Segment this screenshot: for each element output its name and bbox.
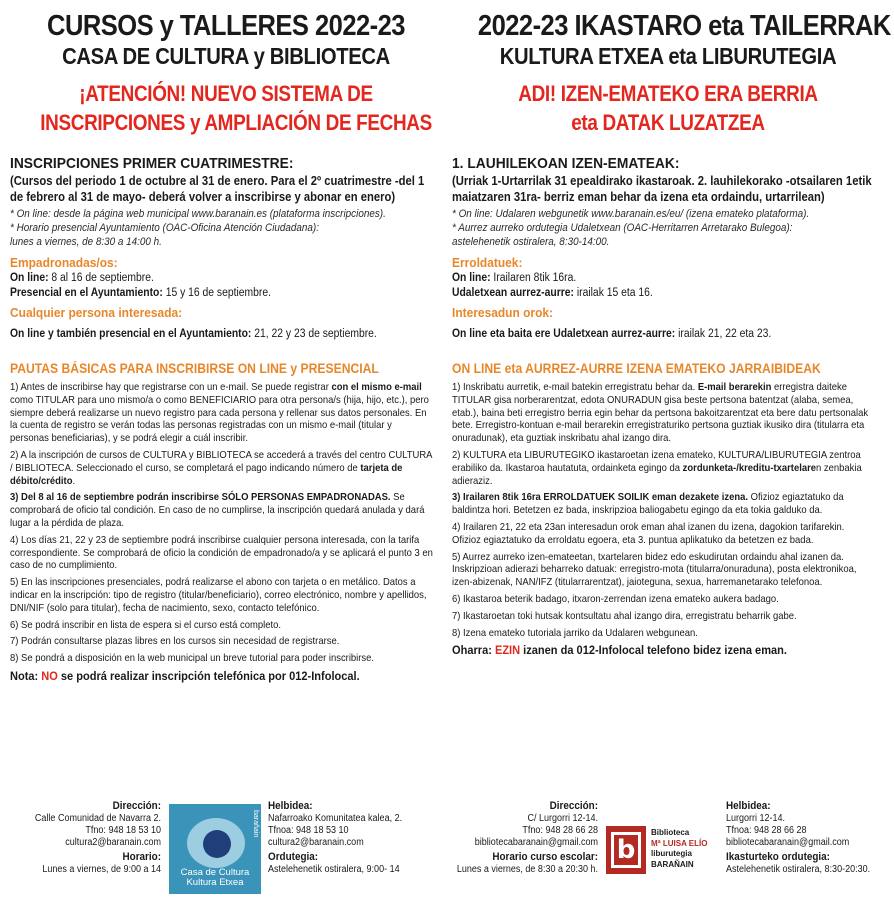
- title-ikastaro: 2022-23 IKASTARO eta TAILERRAK: [477, 10, 891, 42]
- online-dates: On line: Irailaren 8tik 16ra.: [452, 272, 577, 284]
- casa-direccion: Dirección: Calle Comunidad de Navarra 2. Tfno: 948 18 53 10 cultura2@baranain.com Horario: Lunes a viernes, de 9:00 a 14: [34, 800, 161, 875]
- jarraibideak-list: [452, 381, 884, 639]
- biblioteca-b-icon: b: [606, 826, 646, 874]
- presencial-dates: Presencial en el Ayuntamiento: 15 y 16 de septiembre.: [10, 287, 271, 299]
- nota-telefono: Nota: NO se podrá realizar inscripción telefónica por 012-Infolocal.: [10, 668, 360, 683]
- biblioteca-helbidea: Helbidea: Lurgorri 12-14. Tfnoa: 948 28 66 28 bibliotecabaranain@gmail.com Ikasturteko ordutegia: Astelehenetik ostiralera, 8:30-20:30.: [726, 800, 871, 875]
- pautas-list: [10, 381, 442, 665]
- logo-dot: [203, 830, 231, 858]
- list-item: 6) Se podrá inscribir en lista de espera si el curso está completo.: [10, 618, 282, 631]
- alert-line-2: INSCRIPCIONES y AMPLIACIÓN DE FECHAS: [40, 110, 432, 135]
- list-item: 6) Ikastaroa beterik badago, itxaron-zerrendan izena emateko aukera badago.: [452, 592, 779, 605]
- list-item: 7) Ikastaroetan toki hutsak kontsultatu ahal izango dira, erregistratu beharrik gabe.: [452, 609, 797, 622]
- alert-line-2: eta DATAK LUZATZEA: [571, 110, 765, 135]
- subtitle-casa-cultura: CASA DE CULTURA y BIBLIOTECA: [62, 43, 390, 69]
- jarraibideak-title: ON LINE eta AURREZ-AURRE IZENA EMATEKO JARRAIBIDEAK: [452, 361, 821, 376]
- casa-cultura-logo: [169, 804, 261, 894]
- logo-text: Casa de Cultura Kultura Etxea: [180, 867, 250, 888]
- list-item: 3) Irailaren 8tik 16ra ERROLDATUEK SOILIK eman dezakete izena. Ofizioz egiaztatuko da baldintza hori. Betetzen ez bada, inskripzioa baliogabetu egingo da eta tokia galduko da.: [452, 491, 844, 517]
- subtitle-kultura-etxea: KULTURA ETXEA eta LIBURUTEGIA: [499, 43, 837, 69]
- list-item: 7) Podrán consultarse plazas libres en los cursos sin necesidad de registrarse.: [10, 635, 340, 648]
- list-item: 2) KULTURA eta LIBURUTEGIKO ikastaroetan izena emateko, KULTURA/LIBURUTEGIA zentroa erabiliko da. Ikastaroa hautatuta, ordainketa egingo da zordunketa-/kreditu-txartelaren zenbakia adieraziz.: [452, 448, 862, 487]
- biblioteca-logo-text: Biblioteca Mª LUISA ELÍO liburutegia BARAÑAIN: [651, 828, 708, 869]
- erroldatuek-label: Erroldatuek:: [452, 255, 523, 270]
- list-item: 2) A la inscripción de cursos de CULTURA y BIBLIOTECA se accederá a través del centro CULTURA / BIBLIOTECA. Seleccionado el curso, se completará el pago indicando número de tarjeta de débito/crédito.: [10, 448, 432, 487]
- udaletxean-dates: Udaletxean aurrez-aurre: irailak 15 eta 16.: [452, 287, 653, 299]
- pautas-title: PAUTAS BÁSICAS PARA INSCRIBIRSE ON LINE y PRESENCIAL: [10, 361, 379, 376]
- list-item: 5) Aurrez aurreko izen-emateetan, txartelaren bidez edo eskudirutan ordaindu ahal izanen da. Inskripzioan adierazi beharreko datuak: erregistro-mota (titularra/onuraduna), posta elektronikoa, izen-abizenak, NAN/IFZ (titularrarentzat), jaiotegunа, sexua, harremanetarako telefonoa.: [452, 550, 857, 589]
- biblioteca-direccion: Dirección: C/ Lurgorri 12-14. Tfno: 948 28 66 28 bibliotecabaranain@gmail.com Horario curso escolar: Lunes a viernes, de 8:30 a 20:30 h.: [456, 800, 598, 875]
- interesadun-label: Interesadun orok:: [452, 305, 554, 320]
- section-title: 1. LAUHILEKOAN IZEN-EMATEAK:: [452, 155, 680, 172]
- note-hours: lunes a viernes, de 8:30 a 14:00 h.: [10, 236, 162, 248]
- column-basque: [452, 0, 891, 658]
- online-dates: On line: 8 al 16 de septiembre.: [10, 272, 154, 284]
- section-subtitle: (Urriak 1-Urtarrilak 31 epealdirako ikastaroak. 2. lauhilekorako -otsailaren 1etik maiatzaren 31ra- berriz eman behar da izena eta ordaindu, urtarrilean): [452, 174, 872, 204]
- alert-line-1: ADI! IZEN-EMATEKO ERA BERRIA: [518, 81, 818, 106]
- list-item: 5) En las inscripciones presenciales, podrá realizarse el abono con tarjeta o en metálico. Datos a indicar en la inscripción: tipo de registro (titular/beneficiario), correo electrónico, nombre y apellidos, DNI/NIF (solo para titular), fecha de nacimiento, sexo, contacto telefónico.: [10, 576, 427, 614]
- note-hours: astelehenetik ostiralera, 8:30-14:00.: [452, 236, 610, 248]
- cualquier-label: Cualquier persona interesada:: [10, 305, 183, 320]
- section-title: INSCRIPCIONES PRIMER CUATRIMESTRE:: [10, 155, 294, 172]
- list-item: 1) Inskribatu aurretik, e-mail batekin erregistratu behar da. E-mail berarekin erregistra daiteke TITULAR gisa norberarentzat, edota ONURADUN gisa beste pertsona batentzat (alaba, semea, etab.), baina beti erregistro berria egin behar da pertsona bakoitzarentzat eta bere datu pertsonalak bete. Erregistro-kontuan e-mail berarekin erregistraturiko pertsona guztiak ikusiko dira (titularra eta onuradunak), eta guztiak inskribatu ahal izango dira.: [452, 381, 869, 445]
- title-cursos: CURSOS y TALLERES 2022-23: [47, 10, 405, 42]
- empadronados-label: Empadronadas/os:: [10, 255, 118, 270]
- list-item: 1) Antes de inscribirse hay que registrarse con un e-mail. Se puede registrar con el mismo e-mail como TITULAR para uno mismo/a o como BENEFICIARIO para otra persona/s (hija, hijo, etc.), pero siempre deberá realizarse un nuevo registro para cada persona y rellenar sus datos personales. En la cuenta de registro se verán todas las personas registradas con un mismo e-mail (titular y personas beneficiarias), y se podrá elegir a cuál inscribir.: [10, 381, 429, 445]
- logo-side-text: barañain: [252, 810, 259, 838]
- column-spanish: [10, 0, 442, 684]
- list-item: 4) Los días 21, 22 y 23 de septiembre podrá inscribirse cualquier persona interesada, con la tarifa correspondiente. Se comprobará de oficio la condición de empadronado/a y se aplicará el punto 3 en caso de no cumplimiento.: [10, 533, 433, 572]
- note-online: * On line: Udalaren webgunetik www.baranain.es/eu/ (izena emateko plataforma).: [452, 208, 810, 220]
- biblioteca-logo: [606, 826, 716, 874]
- note-presencial: * Horario presencial Ayuntamiento (OAC-Oficina Atención Ciudadana):: [10, 222, 319, 234]
- list-item: 8) Izena emateko tutoriala jarriko da Udalaren webgunean.: [452, 626, 698, 639]
- ambos-dates: On line eta baita ere Udaletxean aurrez-aurre: irailak 21, 22 eta 23.: [452, 328, 772, 340]
- casa-helbidea: Helbidea: Nafarroako Komunitatea kalea, 2. Tfnoa: 948 18 53 10 cultura2@baranain.com Ordutegia: Astelehenetik ostiralera, 9:00- 14: [268, 800, 403, 875]
- section-subtitle: (Cursos del periodo 1 de octubre al 31 de enero. Para el 2º cuatrimestre -del 1 de febrero al 31 de mayo- deberá volver a inscribirse y abonar en enero): [10, 174, 425, 204]
- list-item: 4) Irailaren 21, 22 eta 23an interesadun orok eman ahal izanen du izena, dagokion tarifarekin. Ofizioz egiaztatuko da erroldatu egoera, eta 3. puntua aplikatuko da betetzen ez bada.: [452, 520, 845, 546]
- note-presencial: * Aurrez aurreko ordutegia Udaletxean (OAC-Herritarren Arretarako Bulegoa):: [452, 222, 793, 234]
- oharra-telefono: Oharra: EZIN izanen da 012-Infolocal telefono bidez izena eman.: [452, 643, 787, 658]
- list-item: 3) Del 8 al 16 de septiembre podrán inscribirse SÓLO PERSONAS EMPADRONADAS. Se comprobará de oficio tal condición. En caso de no cumplirse, la inscripción quedará anulada y dará lugar a la pérdida de plaza.: [10, 491, 425, 529]
- note-online: * On line: desde la página web municipal www.baranain.es (plataforma inscripciones).: [10, 208, 386, 220]
- alert-line-1: ¡ATENCIÓN! NUEVO SISTEMA DE: [79, 81, 373, 106]
- ambos-dates: On line y también presencial en el Ayuntamiento: 21, 22 y 23 de septiembre.: [10, 328, 377, 340]
- list-item: 8) Se pondrá a disposición en la web municipal un breve tutorial para poder inscribirse.: [10, 652, 375, 665]
